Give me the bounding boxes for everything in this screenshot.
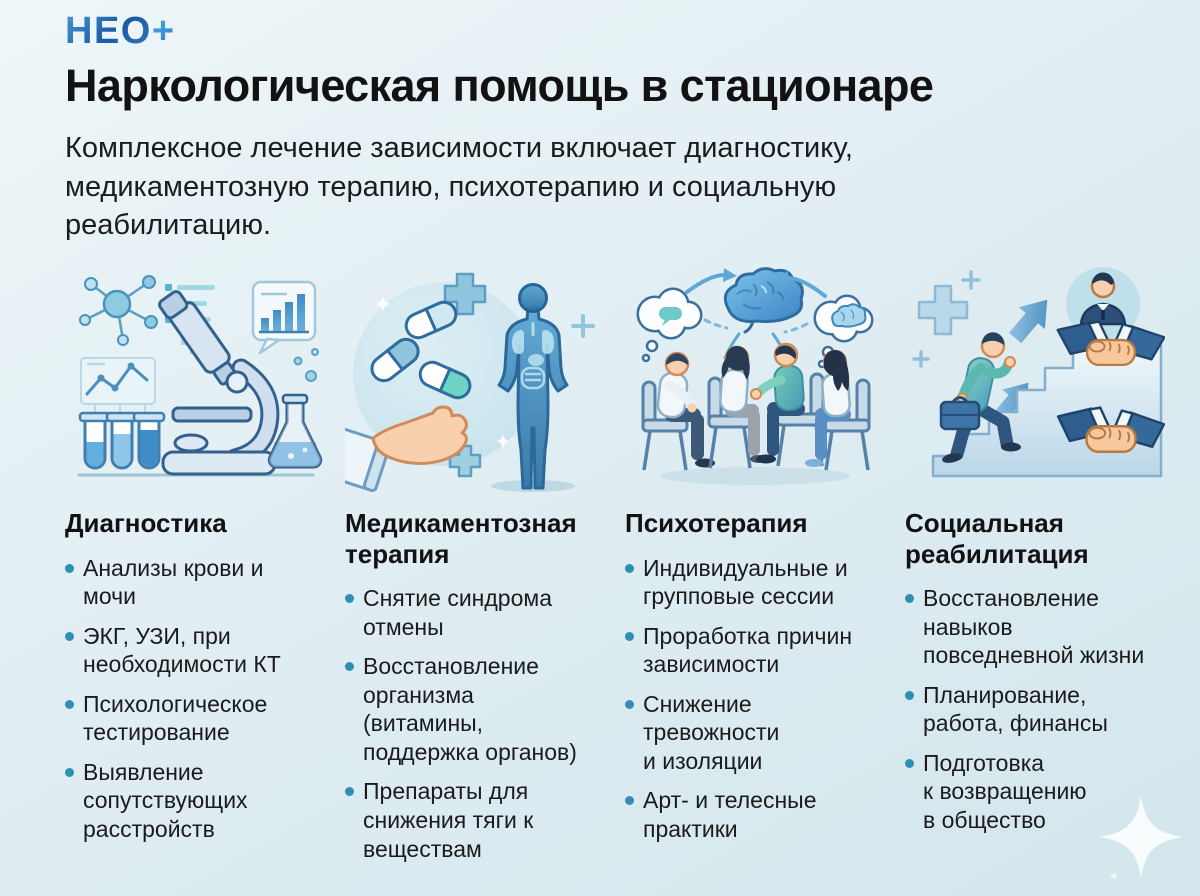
bullet-dot-icon (65, 700, 74, 709)
bullet-dot-icon (625, 796, 634, 805)
test-tubes (80, 413, 164, 468)
column-medication-therapy (345, 262, 605, 874)
list-item: Выявление сопутствующих расстройств (65, 758, 311, 844)
bullet-dot-icon (625, 632, 634, 641)
psychotherapy-illustration (625, 262, 885, 492)
bullet-dot-icon (65, 632, 74, 641)
list-item: Восстановление организма (витамины, поддержка органов) (345, 652, 591, 766)
brand-logo (65, 12, 1170, 50)
bullet-dot-icon (625, 564, 634, 573)
list-item: Планирование, работа, финансы (905, 681, 1151, 738)
line-chart-panel (81, 358, 155, 416)
sparkle-icon (1096, 792, 1186, 882)
brand-logo-text: НЕО (65, 10, 152, 52)
columns-container (65, 262, 1170, 874)
list-item: Препараты для снижения тяги к веществам (345, 777, 591, 863)
bullet-dot-icon (625, 700, 634, 709)
column-diagnostics (65, 262, 325, 874)
brand-logo-plus-icon: + (151, 10, 176, 52)
column-heading-diagnostics: Диагностика (65, 508, 227, 539)
column-psychotherapy (625, 262, 885, 874)
psychotherapy-list (625, 554, 885, 844)
person-man-teal (751, 344, 823, 466)
briefcase (941, 398, 979, 430)
molecule-icon (80, 276, 157, 345)
medication-list (345, 584, 605, 863)
bullet-dot-icon (345, 787, 354, 796)
person-man-left (643, 353, 715, 470)
bullet-dot-icon (65, 768, 74, 777)
diagnostics-list (65, 554, 325, 844)
list-item: Снижение тревожности и изоляции (625, 690, 871, 776)
column-heading-medication: Медикаментозная терапия (345, 508, 577, 569)
page-title: Наркологическая помощь в стационаре (65, 60, 934, 111)
column-heading-social-rehab: Социальная реабилитация (905, 508, 1089, 569)
bullet-dot-icon (65, 564, 74, 573)
list-item: Подготовка к возвращению в общество (905, 749, 1151, 835)
plus-icons (914, 272, 979, 366)
list-item: Восстановление навыков повседневной жизни (905, 584, 1151, 670)
bullet-dot-icon (905, 691, 914, 700)
bullet-dot-icon (345, 662, 354, 671)
person-woman-left (709, 346, 768, 468)
page-subtitle: Комплексное лечение зависимости включает диагностику, медикаментозную терапию, психотерапию и социальную реабилитацию. (65, 132, 853, 241)
diagnostics-illustration (65, 262, 325, 492)
bullet-dot-icon (905, 594, 914, 603)
column-heading-psychotherapy: Психотерапия (625, 508, 808, 539)
list-item: Индивидуальные и групповые сессии (625, 554, 871, 611)
bullet-dot-icon (905, 759, 914, 768)
medication-illustration (345, 262, 605, 492)
social-rehab-illustration (905, 262, 1165, 492)
bullet-dot-icon (345, 594, 354, 603)
list-item: Психологическое тестирование (65, 690, 311, 747)
list-item: Снятие синдрома отмены (345, 584, 591, 641)
list-item: ЭКГ, УЗИ, при необходимости КТ (65, 622, 311, 679)
thought-cloud-left (639, 290, 700, 361)
list-item: Арт- и телесные практики (625, 786, 871, 843)
list-item: Анализы крови и мочи (65, 554, 311, 611)
bar-chart-bubble (253, 282, 315, 353)
column-social-rehab (905, 262, 1165, 874)
group-shadow (660, 467, 850, 485)
list-item: Проработка причин зависимости (625, 622, 871, 679)
